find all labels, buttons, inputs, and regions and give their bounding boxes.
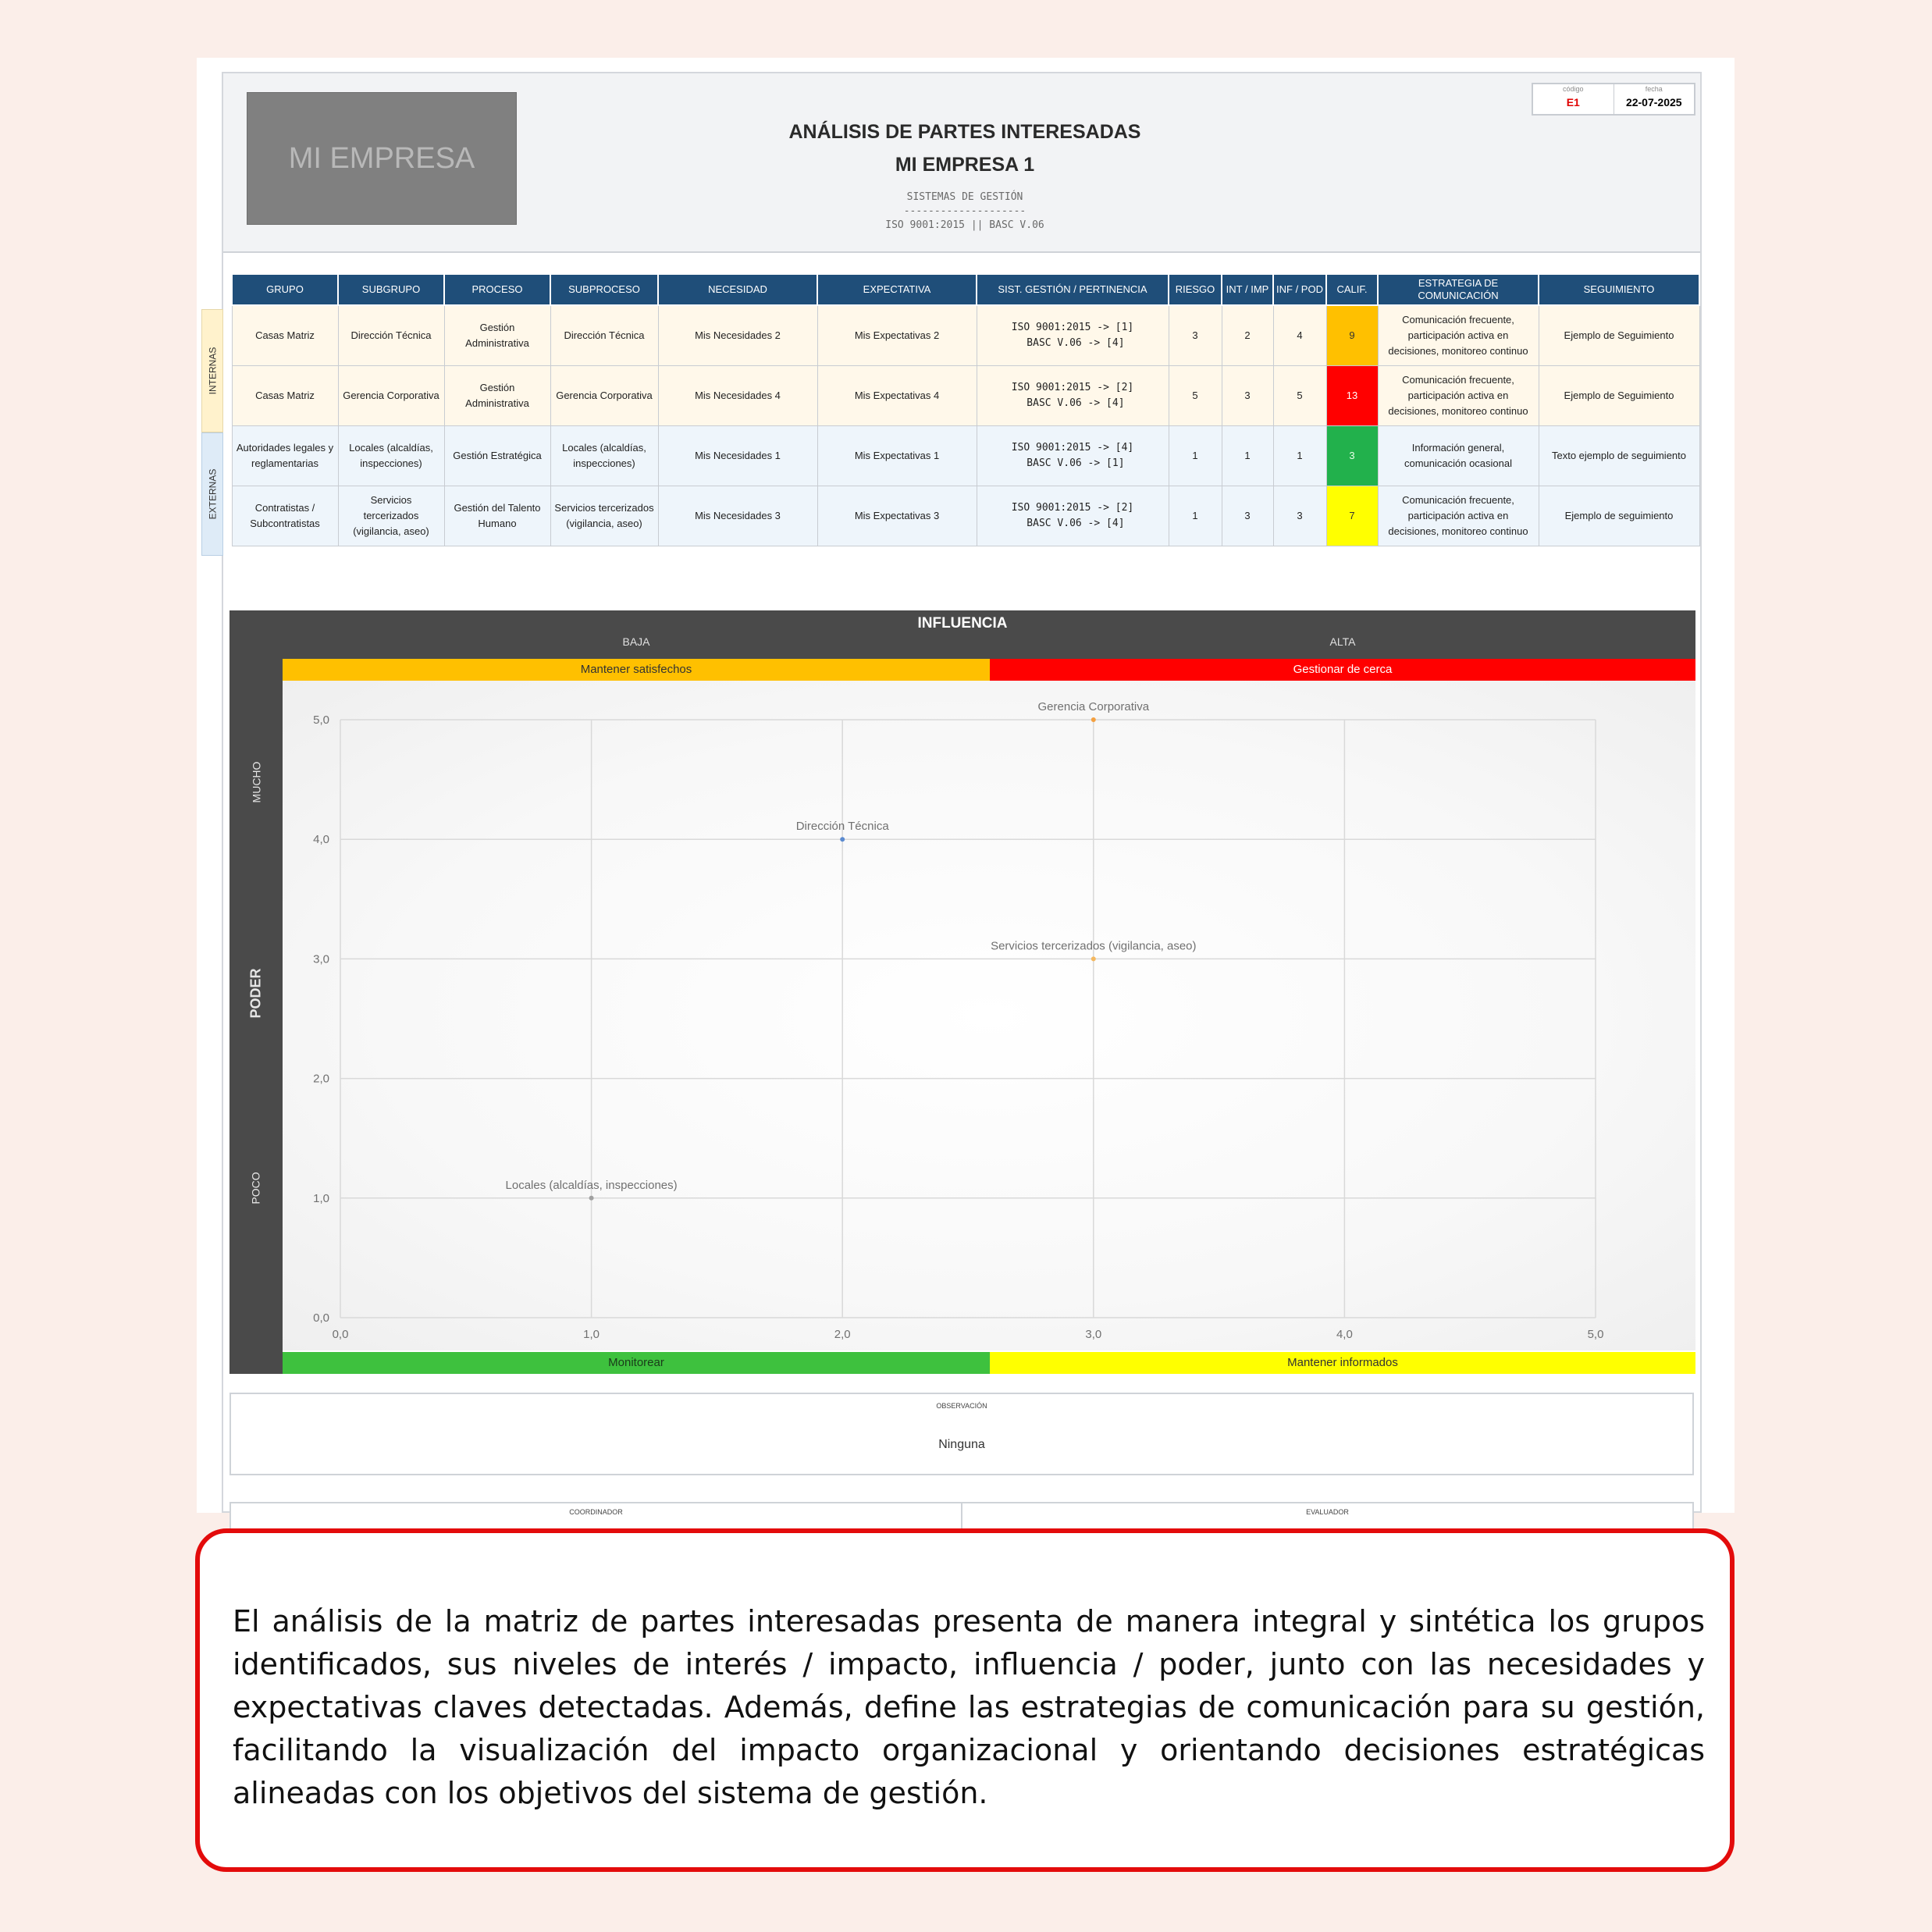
scatter-plot [283, 681, 1695, 1350]
cell-grupo[interactable]: Casas Matriz [232, 305, 338, 366]
company-logo: MI EMPRESA [247, 92, 517, 225]
cell-riesgo[interactable]: 1 [1169, 426, 1222, 486]
quadrant-manage-closely: Gestionar de cerca [990, 659, 1695, 681]
cell-calif[interactable]: 13 [1326, 366, 1378, 426]
date-cell [1614, 84, 1695, 114]
data-point [589, 1196, 594, 1201]
cell-subgrupo[interactable]: Dirección Técnica [338, 305, 444, 366]
date-label: fecha [1645, 85, 1663, 93]
cell-sist-gestion[interactable]: ISO 9001:2015 -> [1] BASC V.06 -> [4] [977, 305, 1169, 366]
cell-proceso[interactable]: Gestión Administrativa [444, 366, 550, 426]
quadrant-keep-satisfied: Mantener satisfechos [283, 659, 990, 681]
group-internas-label: INTERNAS [207, 347, 218, 395]
code-cell [1533, 84, 1614, 114]
summary-text: El análisis de la matriz de partes interesadas presenta de manera integral y sintética los grupos identificados, sus niveles de interés / impacto, influencia / poder, junto con las necesidades y expectativas claves detectadas. Además, define las estrategias de comunicación para su gestión, facilitando la visualización del impacto organizacional y orientando decisiones estratégicas alineadas con los objetivos del sistema de gestión. [233, 1604, 1705, 1810]
systems-label: SISTEMAS DE GESTIÓN [906, 191, 1023, 203]
col-calif[interactable]: CALIF. [1326, 274, 1378, 305]
cell-proceso[interactable]: Gestión Administrativa [444, 305, 550, 366]
code-date-box [1532, 83, 1695, 116]
data-point [1091, 717, 1096, 722]
cell-subproceso[interactable]: Servicios tercerizados (vigilancia, aseo) [550, 486, 658, 546]
influence-low-label: BAJA [622, 635, 650, 648]
x-tick-label: 5,0 [1587, 1328, 1604, 1341]
cell-inf-pod[interactable]: 4 [1273, 305, 1326, 366]
x-tick-label: 0,0 [332, 1328, 349, 1341]
cell-subgrupo[interactable]: Locales (alcaldías, inspecciones) [338, 426, 444, 486]
cell-necesidad[interactable]: Mis Necesidades 4 [658, 366, 817, 426]
power-label-wrap [229, 915, 283, 1071]
cell-grupo[interactable]: Casas Matriz [232, 366, 338, 426]
cell-riesgo[interactable]: 5 [1169, 366, 1222, 426]
systems-value: ISO 9001:2015 || BASC V.06 [885, 219, 1044, 231]
cell-subgrupo[interactable]: Servicios tercerizados (vigilancia, aseo) [338, 486, 444, 546]
col-necesidad[interactable]: NECESIDAD [658, 274, 817, 305]
col-subproceso[interactable]: SUBPROCESO [550, 274, 658, 305]
col-riesgo[interactable]: RIESGO [1169, 274, 1222, 305]
col-sist-gestion[interactable]: SIST. GESTIÓN / PERTINENCIA [977, 274, 1169, 305]
col-subgrupo[interactable]: SUBGRUPO [338, 274, 444, 305]
cell-riesgo[interactable]: 3 [1169, 305, 1222, 366]
group-internas [201, 309, 223, 432]
cell-estrategia[interactable]: Comunicación frecuente, participación activa en decisiones, monitoreo continuo [1378, 305, 1539, 366]
cell-sist-gestion[interactable]: ISO 9001:2015 -> [2] BASC V.06 -> [4] [977, 366, 1169, 426]
stakeholder-table [231, 273, 1700, 546]
cell-calif[interactable]: 9 [1326, 305, 1378, 366]
y-tick-label: 2,0 [313, 1072, 329, 1086]
cell-calif[interactable]: 7 [1326, 486, 1378, 546]
cell-riesgo[interactable]: 1 [1169, 486, 1222, 546]
cell-sist-gestion[interactable]: ISO 9001:2015 -> [2] BASC V.06 -> [4] [977, 486, 1169, 546]
cell-sist-gestion[interactable]: ISO 9001:2015 -> [4] BASC V.06 -> [1] [977, 426, 1169, 486]
cell-expectativa[interactable]: Mis Expectativas 4 [817, 366, 977, 426]
cell-seguimiento[interactable]: Ejemplo de Seguimiento [1539, 366, 1699, 426]
x-tick-label: 3,0 [1085, 1328, 1102, 1341]
cell-grupo[interactable]: Autoridades legales y reglamentarias [232, 426, 338, 486]
report-frame [207, 72, 1702, 1516]
cell-inf-pod[interactable]: 3 [1273, 486, 1326, 546]
power-high-wrap [229, 704, 283, 860]
x-tick-label: 2,0 [834, 1328, 851, 1341]
data-label: Dirección Técnica [795, 820, 889, 834]
report-title: ANÁLISIS DE PARTES INTERESADAS [788, 121, 1141, 143]
date-value: 22-07-2025 [1625, 96, 1682, 109]
table-header-row [232, 274, 1699, 305]
cell-int-imp[interactable]: 3 [1222, 486, 1273, 546]
observation-value[interactable]: Ninguna [938, 1438, 985, 1451]
cell-expectativa[interactable]: Mis Expectativas 2 [817, 305, 977, 366]
col-int-imp[interactable]: INT / IMP [1222, 274, 1273, 305]
col-proceso[interactable]: PROCESO [444, 274, 550, 305]
report-subtitle: MI EMPRESA 1 [895, 154, 1035, 176]
data-label: Gerencia Corporativa [1037, 700, 1150, 713]
data-point [840, 837, 845, 841]
summary-note [195, 1528, 1735, 1872]
influence-high-label: ALTA [1329, 635, 1356, 648]
cell-seguimiento[interactable]: Ejemplo de Seguimiento [1539, 305, 1699, 366]
cell-necesidad[interactable]: Mis Necesidades 2 [658, 305, 817, 366]
cell-subproceso[interactable]: Dirección Técnica [550, 305, 658, 366]
col-estrategia[interactable]: ESTRATEGIA DE COMUNICACIÓN [1378, 274, 1539, 305]
power-label: PODER [247, 967, 264, 1019]
report-sheet [197, 58, 1735, 1516]
power-low-label: POCO [249, 1172, 262, 1204]
cell-inf-pod[interactable]: 1 [1273, 426, 1326, 486]
coordinator-label: COORDINADOR [569, 1508, 623, 1516]
systems-divider: -------------------- [903, 205, 1026, 217]
management-systems [457, 190, 1472, 233]
group-externas-label: EXTERNAS [207, 468, 218, 520]
cell-calif[interactable]: 3 [1326, 426, 1378, 486]
col-expectativa[interactable]: EXPECTATIVA [817, 274, 977, 305]
y-tick-label: 5,0 [313, 713, 329, 727]
report-title-block [457, 116, 1472, 181]
y-tick-label: 4,0 [313, 833, 329, 847]
cell-estrategia[interactable]: Comunicación frecuente, participación activa en decisiones, monitoreo continuo [1378, 366, 1539, 426]
group-externas [201, 432, 223, 556]
cell-estrategia[interactable]: Comunicación frecuente, participación activa en decisiones, monitoreo continuo [1378, 486, 1539, 546]
cell-expectativa[interactable]: Mis Expectativas 3 [817, 486, 977, 546]
cell-necesidad[interactable]: Mis Necesidades 3 [658, 486, 817, 546]
table-row[interactable] [232, 366, 1699, 426]
col-seguimiento[interactable]: SEGUIMIENTO [1539, 274, 1699, 305]
x-tick-label: 1,0 [583, 1328, 600, 1341]
cell-subgrupo[interactable]: Gerencia Corporativa [338, 366, 444, 426]
cell-subproceso[interactable]: Gerencia Corporativa [550, 366, 658, 426]
cell-inf-pod[interactable]: 5 [1273, 366, 1326, 426]
cell-expectativa[interactable]: Mis Expectativas 1 [817, 426, 977, 486]
col-grupo[interactable]: GRUPO [232, 274, 338, 305]
observation-box [229, 1393, 1694, 1475]
cell-grupo[interactable]: Contratistas / Subcontratistas [232, 486, 338, 546]
quadrant-keep-informed: Mantener informados [990, 1352, 1695, 1374]
power-influence-matrix [229, 610, 1695, 1374]
code-value: E1 [1566, 96, 1580, 109]
report-header [223, 73, 1700, 253]
table-row[interactable] [232, 486, 1699, 546]
cell-proceso[interactable]: Gestión del Talento Humano [444, 486, 550, 546]
cell-seguimiento[interactable]: Ejemplo de seguimiento [1539, 486, 1699, 546]
cell-int-imp[interactable]: 1 [1222, 426, 1273, 486]
cell-int-imp[interactable]: 3 [1222, 366, 1273, 426]
col-inf-pod[interactable]: INF / POD [1273, 274, 1326, 305]
cell-estrategia[interactable]: Información general, comunicación ocasional [1378, 426, 1539, 486]
power-high-label: MUCHO [249, 761, 262, 803]
cell-necesidad[interactable]: Mis Necesidades 1 [658, 426, 817, 486]
code-label: código [1562, 85, 1584, 93]
cell-proceso[interactable]: Gestión Estratégica [444, 426, 550, 486]
y-tick-label: 1,0 [313, 1191, 329, 1205]
x-tick-label: 4,0 [1336, 1328, 1353, 1341]
quadrant-monitor: Monitorear [283, 1352, 990, 1374]
influence-label: INFLUENCIA [917, 615, 1008, 632]
observation-label: OBSERVACIÓN [936, 1402, 987, 1410]
data-point [1091, 956, 1096, 961]
table-row[interactable] [232, 305, 1699, 366]
cell-subproceso[interactable]: Locales (alcaldías, inspecciones) [550, 426, 658, 486]
data-label: Servicios tercerizados (vigilancia, aseo) [991, 939, 1197, 953]
data-label: Locales (alcaldías, inspecciones) [505, 1178, 678, 1192]
power-low-wrap [229, 1110, 283, 1266]
evaluator-label: EVALUADOR [1306, 1508, 1349, 1516]
table-row[interactable] [232, 426, 1699, 486]
y-tick-label: 0,0 [313, 1311, 329, 1325]
cell-seguimiento[interactable]: Texto ejemplo de seguimiento [1539, 426, 1699, 486]
y-tick-label: 3,0 [313, 952, 329, 966]
cell-int-imp[interactable]: 2 [1222, 305, 1273, 366]
